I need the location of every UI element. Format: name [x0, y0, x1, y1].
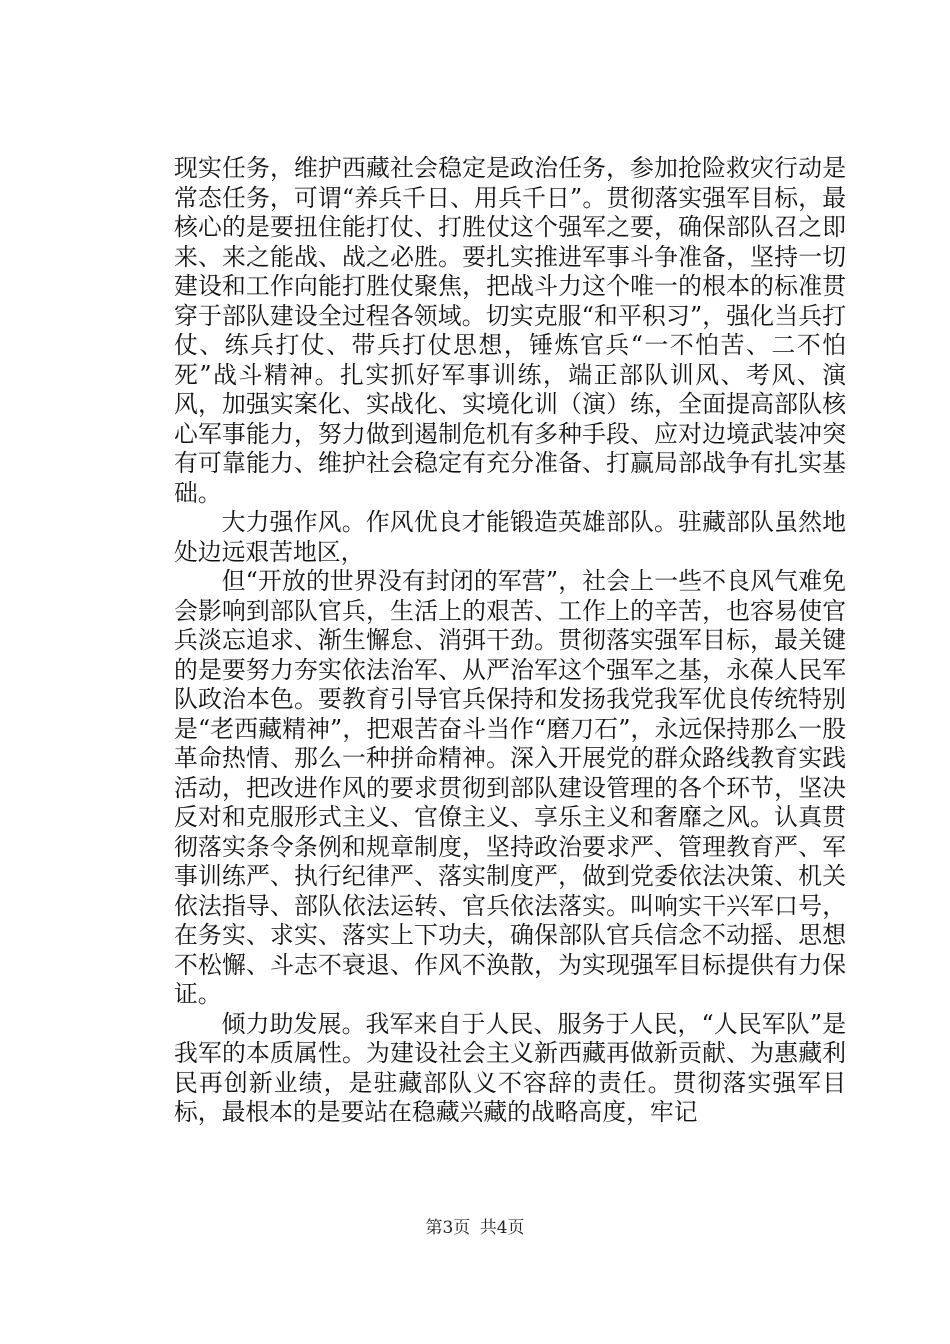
page-number: 第3页: [425, 1218, 471, 1238]
paragraph-4: 倾力助发展。我军来自于人民、服务于人民，“人民军队”是我军的本质属性。为建设社会主义新西藏再做新贡献、为惠藏利民再创新业绩，是驻藏部队义不容辞的责任。贯彻落实强军目标，最根本的是要站在稳藏兴藏的战略高度，牢记: [174, 1009, 846, 1126]
paragraph-3: 但“开放的世界没有封闭的军营”，社会上一些不良风气难免会影响到部队官兵，生活上的艰苦、工作上的辛苦，也容易使官兵淡忘追求、渐生懈怠、消弭干劲。贯彻落实强军目标，最关键的是要努力夯实依法治军、从严治军这个强军之基，永葆人民军队政治本色。要教育引导官兵保持和发扬我党我军优良传统特别是“老西藏精神”，把艰苦奋斗当作“磨刀石”，永远保持那么一股革命热情、那么一种拼命精神。深入开展党的群众路线教育实践活动，把改进作风的要求贯彻到部队建设管理的各个环节，坚决反对和克服形式主义、官僚主义、享乐主义和奢靡之风。认真贯彻落实条令条例和规章制度，坚持政治要求严、管理教育严、军事训练严、执行纪律严、落实制度严，做到党委依法决策、机关依法指导、部队依法运转、官兵依法落实。叫响实干兴军口号，在务实、求实、落实上下功夫，确保部队官兵信念不动摇、思想不松懈、斗志不衰退、作风不涣散，为实现强军目标提供有力保证。: [174, 567, 846, 1008]
paragraph-1: 现实任务，维护西藏社会稳定是政治任务，参加抢险救灾行动是常态任务，可谓“养兵千日、用兵千日”。贯彻落实强军目标，最核心的是要扭住能打仗、打胜仗这个强军之要，确保部队召之即来、来之能战、战之必胜。要扎实推进军事斗争准备，坚持一切建设和工作向能打胜仗聚焦，把战斗力这个唯一的根本的标准贯穿于部队建设全过程各领域。切实克服“和平积习”，强化当兵打仗、练兵打仗、带兵打仗思想，锤炼官兵“一不怕苦、二不怕死”战斗精神。扎实抓好军事训练，端正部队训风、考风、演风，加强实案化、实战化、实境化训（演）练，全面提高部队核心军事能力，努力做到遏制危机有多种手段、应对边境武装冲突有可靠能力、维护社会稳定有充分准备、打赢局部战争有扎实基础。: [174, 154, 846, 507]
page-total: 共4页: [479, 1218, 525, 1238]
paragraph-2: 大力强作风。作风优良才能锻造英雄部队。驻藏部队虽然地处边远艰苦地区，: [174, 508, 846, 566]
page-footer: [0, 1213, 950, 1238]
document-body: [174, 154, 846, 1128]
